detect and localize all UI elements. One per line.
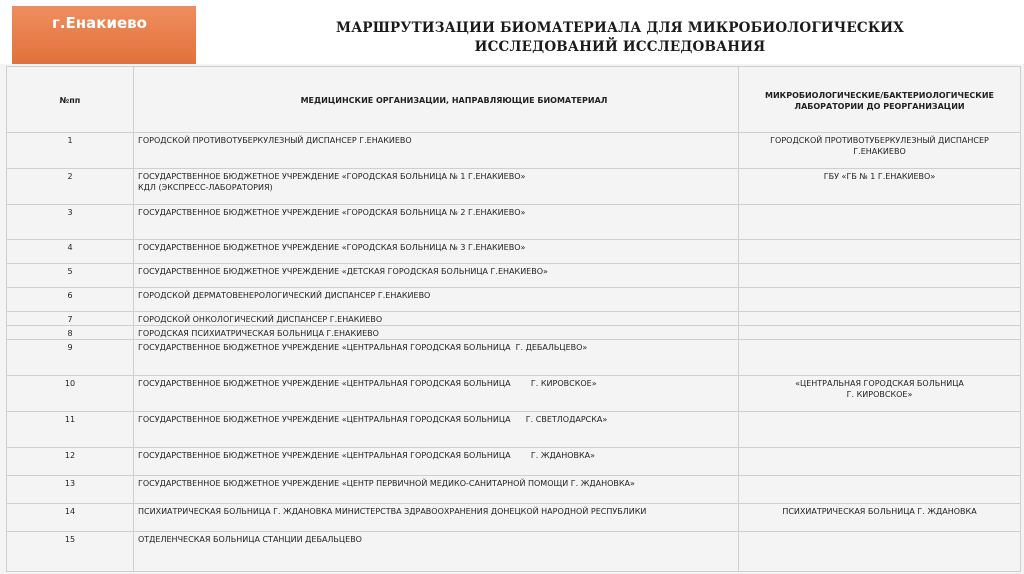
row-laboratory-line-2: Г. КИРОВСКОЕ»: [846, 390, 913, 399]
row-laboratory: [739, 326, 1021, 340]
title-line-2: ИССЛЕДОВАНИЙ ИССЛЕДОВАНИЯ: [474, 39, 766, 55]
row-number: 15: [7, 532, 134, 572]
city-label: г.Енакиево: [52, 14, 147, 32]
row-laboratory: [739, 476, 1021, 504]
table-row: [7, 288, 1021, 312]
row-number: 7: [7, 312, 134, 326]
table-header-row: [7, 67, 1021, 133]
row-organization: [134, 205, 739, 240]
row-laboratory: [739, 340, 1021, 376]
row-number: 3: [7, 205, 134, 240]
row-organization: [134, 532, 739, 572]
routing-table: [6, 66, 1021, 572]
row-laboratory: [739, 448, 1021, 476]
table-row: [7, 169, 1021, 205]
row-organization-line-1: ГОСУДАРСТВЕННОЕ БЮДЖЕТНОЕ УЧРЕЖДЕНИЕ «ЦЕНТР ПЕРВИЧНОЙ МЕДИКО-САНИТАРНОЙ ПОМОЩИ Г. ЖДАНОВКА»: [138, 479, 635, 488]
row-organization: [134, 448, 739, 476]
row-laboratory-line-1: ГОРОДСКОЙ ПРОТИВОТУБЕРКУЛЕЗНЫЙ ДИСПАНСЕР: [770, 136, 989, 145]
routing-table-container: [0, 64, 1024, 574]
row-laboratory: [739, 133, 1021, 169]
row-organization: [134, 169, 739, 205]
row-laboratory: [739, 532, 1021, 572]
row-organization-line-1: ГОСУДАРСТВЕННОЕ БЮДЖЕТНОЕ УЧРЕЖДЕНИЕ «ЦЕНТРАЛЬНАЯ ГОРОДСКАЯ БОЛЬНИЦА Г. ДЕБАЛЬЦЕВО»: [138, 343, 588, 352]
city-badge: [12, 6, 196, 65]
row-organization-line-1: ГОРОДСКОЙ ПРОТИВОТУБЕРКУЛЕЗНЫЙ ДИСПАНСЕР Г.ЕНАКИЕВО: [138, 136, 412, 145]
row-number: 11: [7, 412, 134, 448]
table-row: [7, 264, 1021, 288]
row-organization: [134, 288, 739, 312]
row-organization: [134, 264, 739, 288]
header-num: №пп: [7, 67, 134, 133]
row-organization-line-1: ГОРОДСКОЙ ДЕРМАТОВЕНЕРОЛОГИЧЕСКИЙ ДИСПАНСЕР Г.ЕНАКИЕВО: [138, 291, 431, 300]
row-organization-line-1: ПСИХИАТРИЧЕСКАЯ БОЛЬНИЦА Г. ЖДАНОВКА МИНИСТЕРСТВА ЗДРАВООХРАНЕНИЯ ДОНЕЦКОЙ НАРОДНОЙ РЕСПУБЛИКИ: [138, 507, 647, 516]
row-laboratory: [739, 376, 1021, 412]
row-organization: [134, 240, 739, 264]
row-number: 6: [7, 288, 134, 312]
row-number: 8: [7, 326, 134, 340]
row-organization: [134, 133, 739, 169]
row-number: 5: [7, 264, 134, 288]
row-laboratory: [739, 504, 1021, 532]
row-number: 14: [7, 504, 134, 532]
table-row: [7, 312, 1021, 326]
table-row: [7, 326, 1021, 340]
row-organization-line-1: ГОСУДАРСТВЕННОЕ БЮДЖЕТНОЕ УЧРЕЖДЕНИЕ «ДЕТСКАЯ ГОРОДСКАЯ БОЛЬНИЦА Г.ЕНАКИЕВО»: [138, 267, 548, 276]
row-organization: [134, 476, 739, 504]
row-number: 2: [7, 169, 134, 205]
header-lab-line-2: ЛАБОРАТОРИИ ДО РЕОРГАНИЗАЦИИ: [794, 101, 965, 111]
row-laboratory-line-1: «ЦЕНТРАЛЬНАЯ ГОРОДСКАЯ БОЛЬНИЦА: [795, 379, 964, 388]
row-number: 1: [7, 133, 134, 169]
table-row: [7, 532, 1021, 572]
row-number: 12: [7, 448, 134, 476]
row-laboratory: [739, 264, 1021, 288]
table-row: [7, 412, 1021, 448]
row-laboratory-line-2: Г.ЕНАКИЕВО: [853, 147, 906, 156]
row-organization: [134, 376, 739, 412]
row-organization-line-1: ГОРОДСКАЯ ПСИХИАТРИЧЕСКАЯ БОЛЬНИЦА Г.ЕНАКИЕВО: [138, 329, 379, 338]
title-line-1: МАРШРУТИЗАЦИИ БИОМАТЕРИАЛА ДЛЯ МИКРОБИОЛОГИЧЕСКИХ: [336, 20, 904, 36]
row-laboratory-line-1: ПСИХИАТРИЧЕСКАЯ БОЛЬНИЦА Г. ЖДАНОВКА: [782, 507, 977, 516]
row-laboratory: [739, 312, 1021, 326]
row-organization-line-1: ГОСУДАРСТВЕННОЕ БЮДЖЕТНОЕ УЧРЕЖДЕНИЕ «ЦЕНТРАЛЬНАЯ ГОРОДСКАЯ БОЛЬНИЦА Г. ЖДАНОВКА»: [138, 451, 596, 460]
row-number: 13: [7, 476, 134, 504]
page-title: [300, 19, 940, 57]
table-row: [7, 504, 1021, 532]
table-row: [7, 476, 1021, 504]
row-laboratory: [739, 288, 1021, 312]
row-organization: [134, 504, 739, 532]
table-row: [7, 340, 1021, 376]
header-lab-line-1: МИКРОБИОЛОГИЧЕСКИЕ/БАКТЕРИОЛОГИЧЕСКИЕ: [765, 90, 994, 100]
row-organization-line-1: ГОСУДАРСТВЕННОЕ БЮДЖЕТНОЕ УЧРЕЖДЕНИЕ «ГОРОДСКАЯ БОЛЬНИЦА № 3 Г.ЕНАКИЕВО»: [138, 243, 526, 252]
row-laboratory-line-1: ГБУ «ГБ № 1 Г.ЕНАКИЕВО»: [823, 172, 936, 181]
row-number: 4: [7, 240, 134, 264]
row-organization-line-2: КДЛ (ЭКСПРЕСС-ЛАБОРАТОРИЯ): [138, 183, 273, 192]
table-row: [7, 240, 1021, 264]
row-organization-line-1: ГОСУДАРСТВЕННОЕ БЮДЖЕТНОЕ УЧРЕЖДЕНИЕ «ЦЕНТРАЛЬНАЯ ГОРОДСКАЯ БОЛЬНИЦА Г. СВЕТЛОДАРСКА»: [138, 415, 608, 424]
row-number: 10: [7, 376, 134, 412]
row-organization: [134, 326, 739, 340]
row-laboratory: [739, 240, 1021, 264]
row-organization-line-1: ГОСУДАРСТВЕННОЕ БЮДЖЕТНОЕ УЧРЕЖДЕНИЕ «ГОРОДСКАЯ БОЛЬНИЦА № 1 Г.ЕНАКИЕВО»: [138, 172, 526, 181]
row-organization: [134, 340, 739, 376]
row-laboratory: [739, 205, 1021, 240]
row-organization: [134, 312, 739, 326]
row-laboratory: [739, 412, 1021, 448]
row-organization-line-1: ГОСУДАРСТВЕННОЕ БЮДЖЕТНОЕ УЧРЕЖДЕНИЕ «ЦЕНТРАЛЬНАЯ ГОРОДСКАЯ БОЛЬНИЦА Г. КИРОВСКОЕ»: [138, 379, 597, 388]
header-org: МЕДИЦИНСКИЕ ОРГАНИЗАЦИИ, НАПРАВЛЯЮЩИЕ БИОМАТЕРИАЛ: [134, 67, 739, 133]
row-number: 9: [7, 340, 134, 376]
table-row: [7, 376, 1021, 412]
table-row: [7, 448, 1021, 476]
row-laboratory: [739, 169, 1021, 205]
row-organization-line-1: ГОСУДАРСТВЕННОЕ БЮДЖЕТНОЕ УЧРЕЖДЕНИЕ «ГОРОДСКАЯ БОЛЬНИЦА № 2 Г.ЕНАКИЕВО»: [138, 208, 526, 217]
row-organization-line-1: ОТДЕЛЕНЧЕСКАЯ БОЛЬНИЦА СТАНЦИИ ДЕБАЛЬЦЕВО: [138, 535, 362, 544]
table-row: [7, 133, 1021, 169]
header-lab: [739, 67, 1021, 133]
table-row: [7, 205, 1021, 240]
table-body: [7, 133, 1021, 572]
row-organization: [134, 412, 739, 448]
row-organization-line-1: ГОРОДСКОЙ ОНКОЛОГИЧЕСКИЙ ДИСПАНСЕР Г.ЕНАКИЕВО: [138, 315, 383, 324]
